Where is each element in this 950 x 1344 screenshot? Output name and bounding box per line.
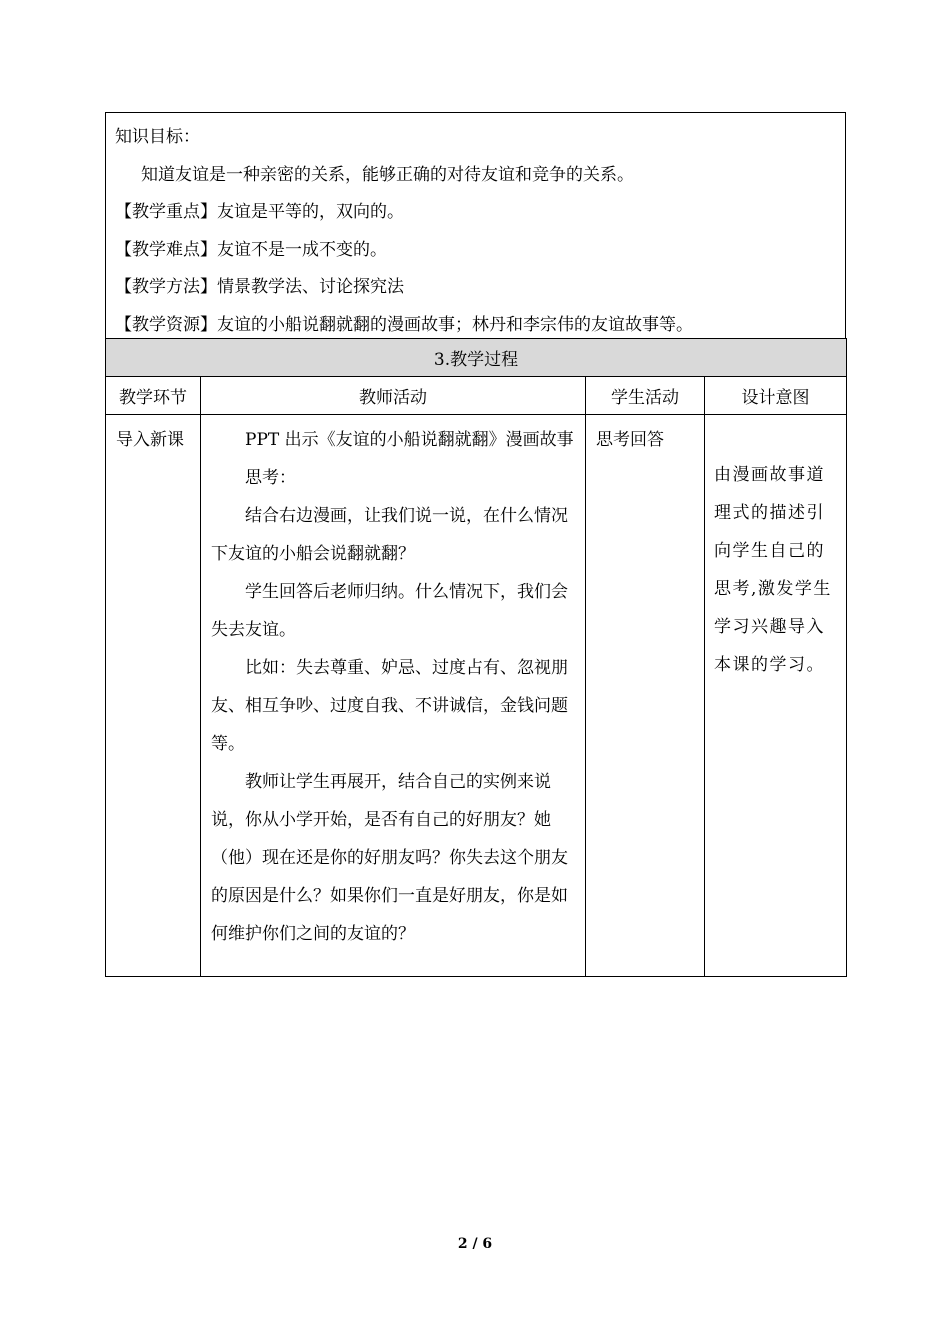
table-header-row <box>106 377 847 415</box>
teacher-paragraph: 教师让学生再展开，结合自己的实例来说说，你从小学开始，是否有自己的好朋友？她（他）现在还是你的好朋友吗？你失去这个朋友的原因是什么？如果你们一直是好朋友，你是如何维护你们之间的友谊的？ <box>211 772 568 944</box>
page-number: 2 / 6 <box>457 1236 493 1252</box>
teacher-paragraph: PPT 出示《友谊的小船说翻就翻》漫画故事 <box>245 430 574 450</box>
header-teacher: 教师活动 <box>201 377 586 415</box>
objectives-heading: 知识目标： <box>115 127 200 147</box>
teaching-difficulty: 【教学难点】友谊不是一成不变的。 <box>115 239 387 260</box>
teacher-paragraph: 学生回答后老师归纳。什么情况下，我们会失去友谊。 <box>211 582 568 640</box>
process-title: 3.教学过程 <box>106 339 847 377</box>
student-activity-cell: 思考回答 <box>586 415 705 977</box>
process-table <box>105 338 847 977</box>
teaching-method: 【教学方法】情景教学法、讨论探究法 <box>115 277 404 297</box>
stage-cell: 导入新课 <box>106 415 201 977</box>
teaching-resources: 【教学资源】友谊的小船说翻就翻的漫画故事；林丹和李宗伟的友谊故事等。 <box>115 314 693 335</box>
objectives-line: 知道友谊是一种亲密的关系，能够正确的对待友谊和竞争的关系。 <box>141 164 634 185</box>
header-design: 设计意图 <box>705 377 847 415</box>
process-title-row <box>106 339 847 377</box>
header-student: 学生活动 <box>586 377 705 415</box>
objectives-box <box>105 112 846 338</box>
teacher-paragraph: 结合右边漫画，让我们说一说，在什么情况下友谊的小船会说翻就翻？ <box>211 506 568 564</box>
teaching-focus: 【教学重点】友谊是平等的，双向的。 <box>115 202 404 222</box>
teacher-paragraph: 思考： <box>245 468 296 488</box>
teacher-activity-cell <box>201 415 586 977</box>
design-intent-cell <box>705 415 847 977</box>
teacher-paragraph: 比如：失去尊重、妒忌、过度占有、忽视朋友、相互争吵、过度自我、不讲诚信，金钱问题等。 <box>211 658 568 754</box>
design-intent-text: 由漫画故事道理式的描述引向学生自己的思考,激发学生学习兴趣导入本课的学习。 <box>714 465 832 675</box>
lesson-plan-sheet <box>105 112 846 977</box>
header-stage: 教学环节 <box>106 377 201 415</box>
table-row <box>106 415 847 977</box>
